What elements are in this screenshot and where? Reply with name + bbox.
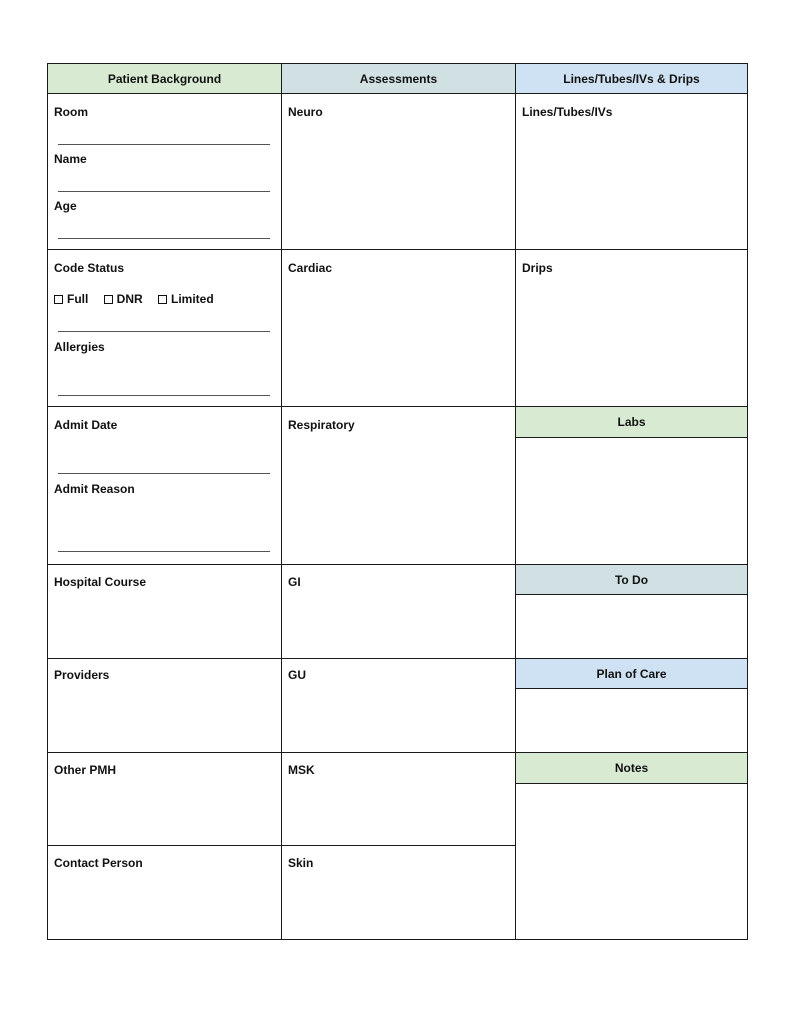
code-status-write-line[interactable] <box>58 331 270 332</box>
code-full-label: Full <box>67 292 89 306</box>
header-assessments-label: Assessments <box>359 71 438 86</box>
cell-labs[interactable] <box>515 437 748 565</box>
cell-neuro[interactable] <box>281 93 516 250</box>
contact-person-label: Contact Person <box>54 856 143 870</box>
cell-code-status <box>47 249 282 407</box>
lines-tubes-ivs-label: Lines/Tubes/IVs <box>522 105 613 119</box>
header-lines-label: Lines/Tubes/IVs & Drips <box>563 71 700 86</box>
header-labs <box>515 406 748 438</box>
code-full-checkbox[interactable] <box>54 292 88 306</box>
header-plan-of-care-label: Plan of Care <box>596 666 667 681</box>
nursing-report-sheet <box>47 63 748 940</box>
cell-gi[interactable] <box>281 564 516 659</box>
allergies-write-line[interactable] <box>58 395 270 396</box>
gi-label: GI <box>288 575 301 589</box>
cell-msk[interactable] <box>281 752 516 846</box>
header-notes-label: Notes <box>614 761 649 775</box>
respiratory-label: Respiratory <box>288 418 355 432</box>
gu-label: GU <box>288 668 306 682</box>
cell-notes[interactable] <box>515 783 748 940</box>
header-to-do-label: To Do <box>614 572 649 587</box>
code-limited-label: Limited <box>171 292 214 306</box>
admit-reason-write-line[interactable] <box>58 551 270 552</box>
header-assessments <box>281 63 516 94</box>
admit-date-write-line[interactable] <box>58 473 270 474</box>
cell-skin[interactable] <box>281 845 516 940</box>
name-label: Name <box>54 152 87 166</box>
skin-label: Skin <box>288 856 314 870</box>
room-write-line[interactable] <box>58 144 270 145</box>
code-dnr-label: DNR <box>116 292 143 306</box>
header-labs-label: Labs <box>617 415 646 429</box>
admit-reason-label: Admit Reason <box>54 482 135 496</box>
allergies-label: Allergies <box>54 340 105 354</box>
cell-plan-of-care[interactable] <box>515 688 748 753</box>
msk-label: MSK <box>288 763 315 777</box>
name-write-line[interactable] <box>58 191 270 192</box>
age-write-line[interactable] <box>58 238 270 239</box>
checkbox-icon <box>158 295 167 304</box>
cell-contact-person[interactable] <box>47 845 282 940</box>
cell-providers[interactable] <box>47 658 282 753</box>
header-lines-tubes-ivs-drips <box>515 63 748 94</box>
code-limited-checkbox[interactable] <box>158 292 214 306</box>
hospital-course-label: Hospital Course <box>54 575 147 589</box>
header-notes <box>515 752 748 784</box>
cell-admission <box>47 406 282 565</box>
cell-hospital-course[interactable] <box>47 564 282 659</box>
cell-to-do[interactable] <box>515 594 748 659</box>
providers-label: Providers <box>54 668 110 682</box>
cell-cardiac[interactable] <box>281 249 516 407</box>
cell-gu[interactable] <box>281 658 516 753</box>
header-to-do <box>515 564 748 595</box>
header-plan-of-care <box>515 658 748 689</box>
cardiac-label: Cardiac <box>288 261 333 275</box>
drips-label: Drips <box>522 261 553 275</box>
cell-respiratory[interactable] <box>281 406 516 565</box>
admit-date-label: Admit Date <box>54 418 118 432</box>
header-patient-background-label: Patient Background <box>107 71 222 86</box>
code-status-label: Code Status <box>54 261 125 275</box>
code-status-options <box>54 292 226 307</box>
cell-other-pmh[interactable] <box>47 752 282 846</box>
cell-lines-tubes-ivs[interactable] <box>515 93 748 250</box>
cell-identity <box>47 93 282 250</box>
other-pmh-label: Other PMH <box>54 763 117 777</box>
cell-drips[interactable] <box>515 249 748 407</box>
checkbox-icon <box>104 295 113 304</box>
header-patient-background <box>47 63 282 94</box>
room-label: Room <box>54 105 88 119</box>
age-label: Age <box>54 199 77 213</box>
neuro-label: Neuro <box>288 105 323 119</box>
checkbox-icon <box>54 295 63 304</box>
code-dnr-checkbox[interactable] <box>104 292 143 306</box>
